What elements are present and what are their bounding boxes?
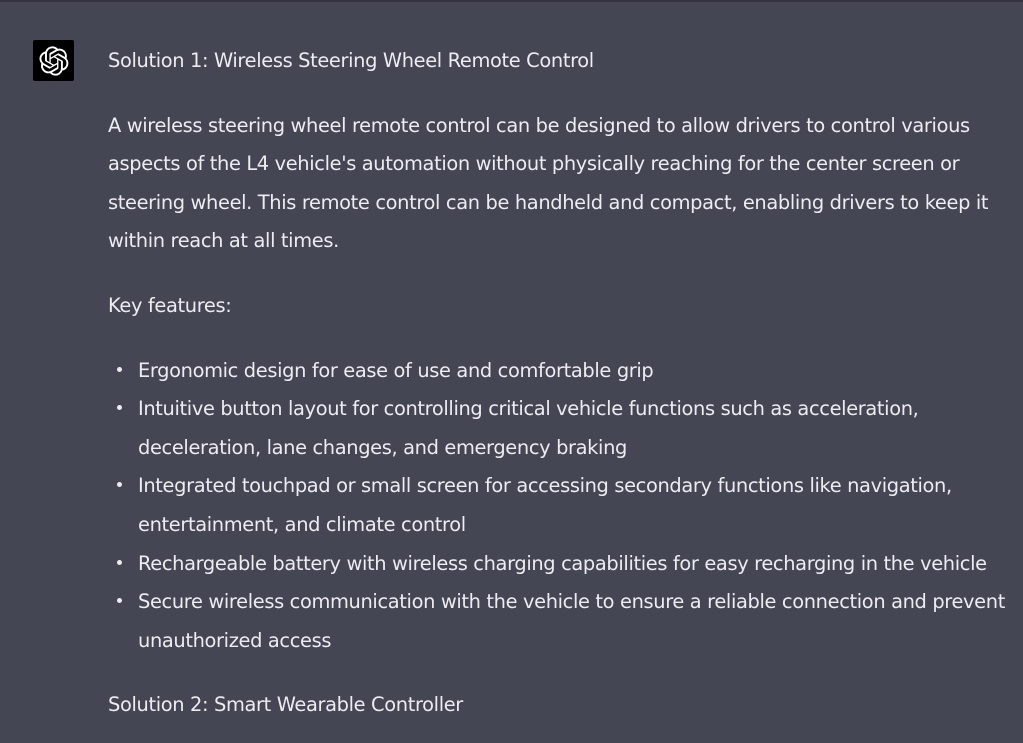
assistant-avatar bbox=[33, 40, 74, 81]
openai-logo-icon bbox=[39, 46, 69, 76]
features-list bbox=[108, 352, 1008, 661]
list-item: Integrated touchpad or small screen for accessing secondary functions like navigation, entertainment, and climate control bbox=[108, 467, 1008, 544]
assistant-message bbox=[0, 2, 1023, 743]
solution-heading: Solution 1: Wireless Steering Wheel Remote Control bbox=[108, 49, 594, 72]
message-content bbox=[108, 42, 1008, 725]
list-item: Secure wireless communication with the vehicle to ensure a reliable connection and prevent unauthorized access bbox=[108, 583, 1008, 660]
key-features-label: Key features: bbox=[108, 293, 232, 317]
next-solution-heading: Solution 2: Smart Wearable Controller bbox=[108, 693, 463, 717]
list-item: Rechargeable battery with wireless charging capabilities for easy recharging in the vehicle bbox=[108, 545, 1008, 584]
list-item: Intuitive button layout for controlling critical vehicle functions such as acceleration, deceleration, lane changes, and emergency braking bbox=[108, 390, 1008, 467]
solution-paragraph: A wireless steering wheel remote control can be designed to allow drivers to control various aspects of the L4 vehicle's automation without physically reaching for the center screen or steering wheel. This remote control can be handheld and compact, enabling drivers to keep it within reach at all times. bbox=[108, 113, 989, 253]
list-item: Ergonomic design for ease of use and comfortable grip bbox=[108, 352, 1008, 391]
